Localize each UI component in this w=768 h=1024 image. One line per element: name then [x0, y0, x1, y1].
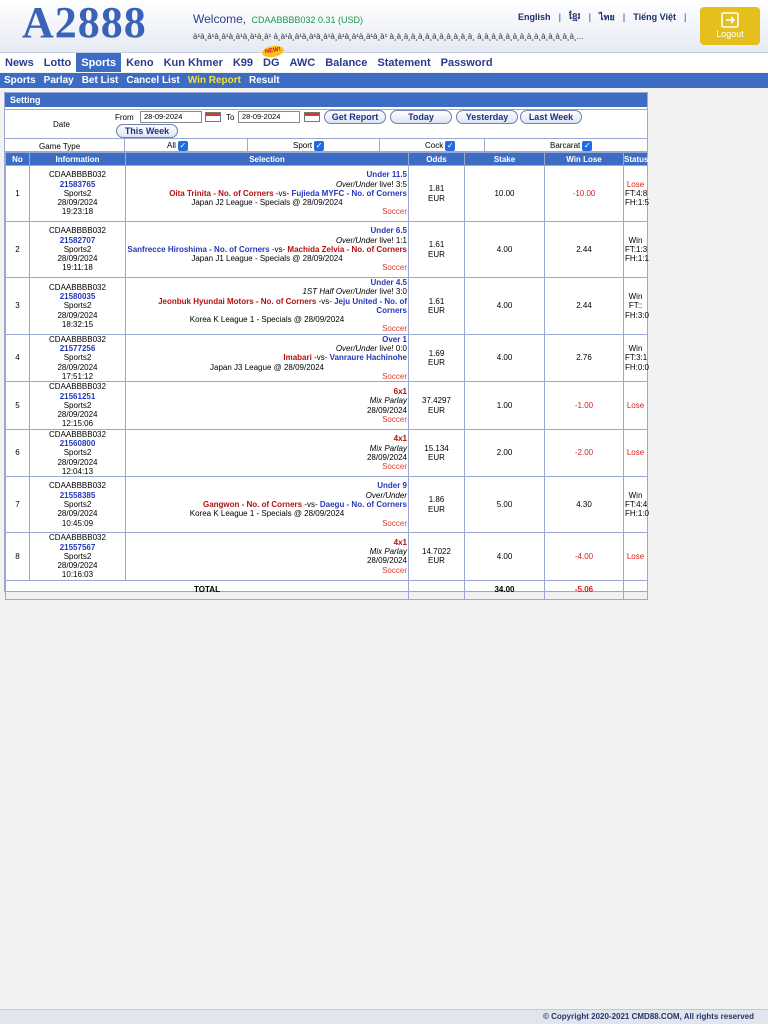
row-no: 1: [6, 166, 30, 222]
welcome-text: [193, 12, 363, 26]
row-status: [624, 382, 648, 429]
calendar-icon[interactable]: [304, 112, 320, 122]
footer-copyright: © Copyright 2020-2021 CMD88.COM, All rights reserved: [0, 1009, 768, 1024]
selection-league: Korea K League 1 - Specials @ 28/09/2024: [189, 509, 345, 519]
get-report-button[interactable]: Get Report: [324, 110, 386, 124]
away-team: Jeju United - No. of Corners: [334, 296, 407, 315]
row-stake: 4.00: [465, 278, 545, 335]
row-information: [30, 166, 126, 222]
info-product: Sports2: [63, 500, 92, 510]
to-label: To: [226, 113, 235, 122]
date-label: Date: [53, 120, 70, 129]
table-row: [6, 429, 648, 476]
status-result: Win: [628, 235, 643, 245]
nav-awc[interactable]: AWC: [289, 57, 316, 69]
row-selection: [126, 429, 409, 476]
selection-pick: 6x1: [393, 386, 407, 396]
selection-sport: Soccer: [382, 263, 407, 273]
selection-sport: Soccer: [382, 462, 407, 472]
home-team: Jeonbuk Hyundai Motors - No. of Corners: [158, 296, 317, 306]
info-time: 10:16:03: [61, 570, 94, 580]
selection-match: Oita Trinita - No. of Corners -vs- Fujieda MYFC - No. of Corners: [169, 188, 407, 198]
info-product: Sports2: [63, 448, 92, 458]
row-selection: [126, 477, 409, 533]
status-ft-score: FT:4:4: [625, 500, 648, 510]
selection-sport: Soccer: [382, 371, 407, 381]
row-odds: [409, 477, 465, 533]
from-date-input[interactable]: 28-09-2024: [140, 111, 202, 123]
nav-dg[interactable]: [258, 46, 285, 72]
selection-date: 28/09/2024: [366, 556, 407, 566]
odds-currency: EUR: [428, 452, 445, 462]
selection-pick: Under 4.5: [370, 278, 407, 287]
calendar-icon[interactable]: [205, 112, 221, 122]
subnav-bet-list[interactable]: Bet List: [81, 75, 119, 86]
row-odds: [409, 334, 465, 381]
row-win-lose: 4.30: [545, 477, 624, 533]
col-odds: Odds: [409, 153, 465, 166]
selection-date: 28/09/2024: [366, 405, 407, 415]
status-fh-score: FH:1:1: [625, 254, 650, 264]
lang-thai[interactable]: ไทย: [599, 12, 615, 22]
status-result: Win: [628, 344, 643, 354]
selection-bet-type: Mix Parlay: [369, 443, 407, 453]
odds-currency: EUR: [428, 405, 445, 415]
odds-currency: EUR: [428, 556, 445, 566]
ticket-id-link[interactable]: 21580035: [59, 291, 96, 301]
info-date: 28/09/2024: [57, 509, 98, 519]
row-odds: [409, 278, 465, 335]
all-checkbox[interactable]: ✓: [179, 141, 187, 150]
odds-currency: EUR: [428, 504, 445, 514]
subnav-result[interactable]: Result: [248, 75, 280, 86]
divider: |: [683, 12, 687, 22]
total-row: [6, 580, 648, 599]
table-header-row: [6, 153, 648, 166]
nav-balance[interactable]: Balance: [325, 57, 368, 69]
selection-bet-type: Mix Parlay: [369, 547, 407, 557]
row-information: [30, 222, 126, 278]
to-date-input[interactable]: 28-09-2024: [238, 111, 300, 123]
row-win-lose: 2.44: [545, 222, 624, 278]
info-product: Sports2: [63, 301, 92, 311]
row-win-lose: 2.76: [545, 334, 624, 381]
selection-bet-type: Mix Parlay: [369, 396, 407, 406]
game-type-cell: [5, 139, 125, 151]
col-selection: Selection: [126, 153, 409, 166]
row-no: 3: [6, 278, 30, 335]
row-no: 6: [6, 429, 30, 476]
info-user: CDAABBBB032: [49, 334, 106, 344]
nav-kun-khmer[interactable]: Kun Khmer: [163, 57, 223, 69]
this-week-button[interactable]: This Week: [116, 124, 178, 138]
info-time: 17:51:12: [61, 371, 94, 381]
row-status: [624, 222, 648, 278]
odds-value: 1.69: [428, 348, 445, 358]
selection-match: Jeonbuk Hyundai Motors - No. of Corners -vs- Jeju United - No. of Corners: [158, 296, 407, 315]
info-product: Sports2: [63, 551, 92, 561]
selection-bet-type: Over/Under: [335, 179, 378, 189]
ticket-id-link[interactable]: 21557567: [59, 542, 96, 552]
home-team: Oita Trinita - No. of Corners: [169, 188, 274, 198]
row-information: [30, 334, 126, 381]
cock-label: Cock: [425, 141, 444, 151]
selection-live-score: live! 1:1: [379, 235, 407, 245]
home-team: Gangwon - No. of Corners: [202, 500, 303, 510]
info-date: 28/09/2024: [57, 198, 98, 208]
away-team: Vanraure Hachinohe: [329, 353, 407, 363]
status-result: Lose: [626, 551, 645, 561]
total-status-cell: [624, 580, 648, 599]
table-row: [6, 382, 648, 429]
info-user: CDAABBBB032: [49, 429, 106, 439]
row-win-lose: -1.00: [545, 382, 624, 429]
row-win-lose: -10.00: [545, 166, 624, 222]
selection-sport: Soccer: [382, 324, 407, 334]
odds-value: 15.134: [424, 443, 449, 453]
row-no: 7: [6, 477, 30, 533]
divider: |: [622, 12, 626, 22]
col-status: Status: [624, 154, 649, 164]
selection-bet-type: Over/Under: [365, 490, 407, 500]
ticket-id-link[interactable]: 21582707: [59, 235, 96, 245]
selection-pick: 4x1: [393, 537, 407, 547]
row-information: [30, 278, 126, 335]
ticket-id-link[interactable]: 21560800: [59, 439, 96, 449]
selection-sport: Soccer: [382, 565, 407, 575]
logout-label: Logout: [716, 29, 744, 39]
row-status: [624, 334, 648, 381]
info-product: Sports2: [63, 353, 92, 363]
row-odds: [409, 429, 465, 476]
selection-date: 28/09/2024: [366, 452, 407, 462]
game-type-label: Game Type: [39, 142, 81, 151]
col-no: No: [6, 153, 30, 166]
odds-value: 1.81: [428, 184, 445, 194]
row-win-lose: -4.00: [545, 533, 624, 580]
selection-bet-type: Over/Under: [335, 344, 378, 354]
all-label: All: [167, 141, 176, 151]
selection-pick: Under 11.5: [366, 170, 407, 180]
win-report-table: [5, 152, 648, 600]
cock-checkbox[interactable]: ✓: [446, 141, 454, 150]
lang-english[interactable]: English: [518, 12, 551, 22]
row-stake: 1.00: [465, 382, 545, 429]
win-report-panel: [4, 92, 650, 595]
info-user: CDAABBBB032: [49, 481, 106, 491]
info-user: CDAABBBB032: [49, 533, 106, 543]
status-fh-score: FH:1:5: [625, 198, 650, 208]
nav-sports[interactable]: Sports: [76, 53, 121, 72]
selection-pick: 4x1: [393, 434, 407, 444]
odds-value: 37.4297: [422, 396, 451, 406]
row-information: [30, 382, 126, 429]
status-result: Lose: [626, 448, 645, 458]
row-stake: 10.00: [465, 166, 545, 222]
info-user: CDAABBBB032: [49, 382, 106, 392]
selection-sport: Soccer: [382, 414, 407, 424]
game-type-sport: [248, 139, 380, 151]
row-win-lose: 2.44: [545, 278, 624, 335]
row-information: [30, 477, 126, 533]
row-selection: [126, 166, 409, 222]
total-odds-cell: [409, 580, 465, 599]
selection-live-score: live! 0:0: [379, 344, 407, 354]
game-type-filter: [5, 139, 647, 152]
row-stake: 2.00: [465, 429, 545, 476]
table-row: [6, 477, 648, 533]
site-logo[interactable]: A2888: [22, 0, 147, 47]
info-user: CDAABBBB032: [49, 226, 106, 236]
table-row: [6, 278, 648, 335]
lang-vietnamese[interactable]: Tiếng Việt: [633, 12, 676, 22]
row-odds: [409, 222, 465, 278]
row-information: [30, 533, 126, 580]
nav-news[interactable]: News: [5, 57, 34, 69]
date-filter: [5, 109, 647, 139]
odds-value: 14.7022: [422, 547, 451, 557]
subnav-parlay[interactable]: Parlay: [43, 75, 74, 86]
header: [0, 0, 768, 52]
status-ft-score: FT:1:3: [625, 244, 648, 254]
selection-bet-type: 1ST Half Over/Under: [302, 287, 378, 297]
status-ft-score: FT:4:8: [625, 188, 648, 198]
info-date: 28/09/2024: [57, 561, 98, 571]
yesterday-button[interactable]: Yesterday: [456, 110, 518, 124]
sub-nav: [0, 73, 768, 88]
row-odds: [409, 166, 465, 222]
home-team: Imabari: [283, 353, 312, 363]
row-stake: 4.00: [465, 334, 545, 381]
total-stake: 34.00: [465, 580, 545, 599]
selection-league: Japan J3 League @ 28/09/2024: [210, 362, 324, 372]
row-no: 8: [6, 533, 30, 580]
odds-currency: EUR: [428, 249, 445, 259]
info-product: Sports2: [63, 188, 92, 198]
selection-match: Imabari -vs- Vanraure Hachinohe: [283, 353, 407, 363]
selection-bet-type: Over/Under: [335, 235, 378, 245]
odds-currency: EUR: [428, 358, 445, 368]
barcarat-checkbox[interactable]: ✓: [583, 141, 591, 150]
selection-league: Japan J1 League - Specials @ 28/09/2024: [191, 254, 343, 264]
logout-icon: [721, 12, 739, 28]
selection-match: Sanfrecce Hiroshima - No. of Corners -vs- Machida Zelvia - No. of Corners: [127, 244, 407, 254]
table-row: [6, 334, 648, 381]
row-selection: [126, 382, 409, 429]
selection-live-score: live! 3:0: [379, 287, 407, 297]
status-fh-score: FH:1:0: [625, 509, 650, 519]
info-date: 28/09/2024: [57, 310, 98, 320]
row-selection: [126, 278, 409, 335]
away-team: Daegu - No. of Corners: [319, 500, 407, 510]
status-result: Win: [628, 291, 643, 301]
row-status: [624, 533, 648, 580]
row-status: [624, 278, 648, 335]
row-no: 2: [6, 222, 30, 278]
info-time: 19:23:18: [61, 207, 94, 217]
info-product: Sports2: [63, 244, 92, 254]
row-status: [624, 477, 648, 533]
nav-k99[interactable]: K99: [232, 57, 254, 69]
table-body: [6, 166, 648, 581]
today-button[interactable]: Today: [390, 110, 452, 124]
selection-sport: Soccer: [382, 518, 407, 528]
status-fh-score: FH:0:0: [625, 362, 650, 372]
info-product: Sports2: [63, 400, 92, 410]
game-type-cock: [380, 139, 485, 151]
status-ft-score: FT:3:1: [625, 353, 648, 363]
col-information: Information: [30, 153, 126, 166]
row-stake: 4.00: [465, 222, 545, 278]
row-no: 4: [6, 334, 30, 381]
selection-pick: Over 1: [382, 334, 407, 344]
new-badge: NEW!: [261, 44, 285, 59]
ticket-id-link[interactable]: 21583765: [59, 179, 96, 189]
info-date: 28/09/2024: [57, 254, 98, 264]
selection-league: Korea K League 1 - Specials @ 28/09/2024: [189, 315, 345, 325]
row-selection: [126, 533, 409, 580]
info-time: 12:15:06: [61, 419, 94, 429]
odds-currency: EUR: [428, 305, 445, 315]
row-status: [624, 429, 648, 476]
language-switcher: [510, 10, 687, 24]
logout-button[interactable]: [700, 7, 760, 45]
odds-value: 1.61: [428, 296, 445, 306]
ticket-id-link[interactable]: 21577256: [59, 344, 96, 354]
status-result: Lose: [626, 179, 645, 189]
row-stake: 5.00: [465, 477, 545, 533]
selection-league: Japan J2 League - Specials @ 28/09/2024: [191, 198, 343, 208]
info-user: CDAABBBB032: [49, 170, 106, 180]
row-status: [624, 166, 648, 222]
from-label: From: [115, 113, 134, 122]
selection-pick: Under 6.5: [370, 226, 407, 236]
ticket-id-link[interactable]: 21558385: [59, 490, 96, 500]
row-no: 5: [6, 382, 30, 429]
subnav-sports[interactable]: Sports: [4, 75, 36, 86]
status-fh-score: FH:3:0: [625, 310, 650, 320]
main-nav: [0, 46, 768, 72]
info-time: 18:32:15: [61, 319, 94, 329]
lang-khmer[interactable]: ខ្មែរ: [569, 10, 581, 21]
col-stake: Stake: [465, 153, 545, 166]
row-selection: [126, 334, 409, 381]
sport-checkbox[interactable]: ✓: [315, 141, 323, 150]
info-date: 28/09/2024: [57, 457, 98, 467]
nav-lotto[interactable]: Lotto: [43, 57, 72, 69]
barcarat-label: Barcarat: [550, 141, 581, 151]
status-result: Win: [628, 490, 643, 500]
account-balance: CDAABBBB032 0.31 (USD): [251, 15, 364, 25]
col-win-lose: Win Lose: [545, 153, 624, 166]
divider: |: [588, 12, 592, 22]
game-type-all: [125, 139, 248, 151]
row-information: [30, 429, 126, 476]
odds-value: 1.86: [428, 495, 445, 505]
away-team: Fujieda MYFC - No. of Corners: [291, 188, 407, 198]
info-user: CDAABBBB032: [49, 282, 106, 292]
welcome-label: Welcome,: [193, 12, 247, 26]
nav-keno[interactable]: Keno: [126, 57, 154, 69]
selection-pick: Under 9: [377, 481, 407, 491]
row-selection: [126, 222, 409, 278]
subnav-cancel-list[interactable]: Cancel List: [126, 75, 180, 86]
subnav-win-report[interactable]: Win Report: [187, 75, 241, 86]
table-row: [6, 533, 648, 580]
divider: |: [558, 12, 562, 22]
status-result: Lose: [626, 400, 645, 410]
selection-match: Gangwon - No. of Corners -vs- Daegu - No. of Corners: [202, 500, 407, 510]
status-ft-score: FT::: [628, 301, 643, 311]
game-type-barcarat: [485, 139, 647, 151]
info-date: 28/09/2024: [57, 362, 98, 372]
ticket-id-link[interactable]: 21561251: [59, 391, 96, 401]
nav-password[interactable]: Password: [440, 57, 493, 69]
last-week-button[interactable]: Last Week: [520, 110, 582, 124]
info-time: 10:45:09: [61, 518, 94, 528]
row-stake: 4.00: [465, 533, 545, 580]
row-odds: [409, 533, 465, 580]
announcement-marquee: à¹à¸à¹à¸à¹à¸à¹à¸à¹à¸à¹ à¸à¹à¸à¹à¸à¹à¸à¹à¸à¹à¸à¹à¸à¹à¸à¹ à¸à¸à¸à¸à¸à¸à¸à¸à¸à¸à¸à¸ à¸à¸à¸à¸à¸à¸à¸à¸à¸à¸à¸à¸à¸à¸...: [193, 32, 584, 41]
home-team: Sanfrecce Hiroshima - No. of Corners: [127, 244, 270, 254]
total-label: TOTAL: [6, 580, 409, 599]
odds-value: 1.61: [428, 240, 445, 250]
panel-title: Setting: [5, 93, 647, 107]
total-win-lose: -5.06: [545, 580, 624, 599]
row-win-lose: -2.00: [545, 429, 624, 476]
odds-currency: EUR: [428, 193, 445, 203]
info-date: 28/09/2024: [57, 410, 98, 420]
row-odds: [409, 382, 465, 429]
sport-label: Sport: [293, 141, 313, 151]
selection-live-score: live! 3:5: [379, 179, 407, 189]
selection-sport: Soccer: [382, 207, 407, 217]
info-time: 19:11:18: [62, 263, 93, 273]
table-row: [6, 166, 648, 222]
info-time: 12:04:13: [61, 466, 94, 476]
nav-dg-label: DG: [263, 57, 280, 69]
table-row: [6, 222, 648, 278]
away-team: Machida Zelvia - No. of Corners: [287, 244, 407, 254]
nav-statement[interactable]: Statement: [377, 57, 431, 69]
